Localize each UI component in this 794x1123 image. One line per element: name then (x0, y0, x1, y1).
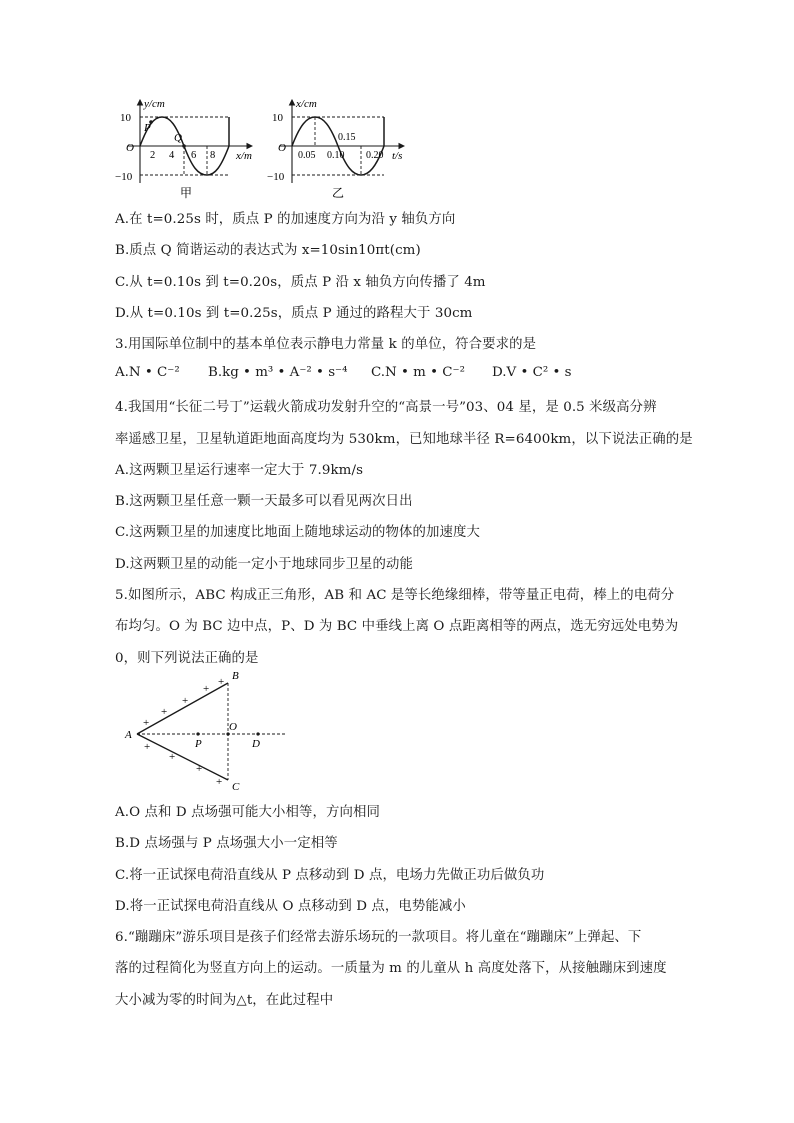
q6-stem-line3: 大小减为零的时间为△t，在此过程中 (115, 993, 334, 1008)
q5-option-a: A.O 点和 D 点场强可能大小相等，方向相同 (115, 805, 380, 820)
q3-option-b: B.kg • m³ • A⁻² • s⁻⁴ (208, 365, 348, 380)
rod-ac (137, 734, 228, 780)
q5-stem-line3: 0，则下列说法正确的是 (115, 651, 259, 666)
yi-x-label: t/s (392, 150, 403, 162)
label-o: O (229, 721, 237, 733)
yi-tick: 0.10 (327, 150, 345, 161)
triangle-figure (0, 668, 794, 798)
yi-tick: 0.15 (338, 132, 356, 143)
q5-option-b: B.D 点场强与 P 点场强大小一定相等 (115, 836, 338, 851)
yi-origin: O (278, 142, 286, 154)
q3-option-a: A.N • C⁻² (115, 365, 180, 380)
yi-tick: 0.05 (298, 150, 316, 161)
q2-option-d: D.从 t=0.10s 到 t=0.25s，质点 P 通过的路程大于 30cm (115, 306, 473, 321)
plus-charge: + (196, 763, 203, 775)
jia-point-q: Q (174, 132, 182, 144)
rod-ab (137, 683, 228, 734)
yi-y-bottom: −10 (267, 171, 285, 183)
q2-option-a: A.在 t=0.25s 时，质点 P 的加速度方向为沿 y 轴负方向 (115, 212, 456, 227)
q4-stem-line1: 4.我国用“长征二号丁”运载火箭成功发射升空的“高景一号”03、04 星，是 0.5 米级高分辨 (115, 400, 657, 415)
label-b: B (232, 670, 239, 682)
wave-figures (0, 0, 794, 210)
q2-option-c: C.从 t=0.10s 到 t=0.20s，质点 P 沿 x 轴负方向传播了 4m (115, 275, 486, 290)
q5-option-c: C.将一正试探电荷沿直线从 P 点移动到 D 点，电场力先做正功后做负功 (115, 868, 545, 883)
point-d-dot (256, 732, 259, 735)
q2-option-b: B.质点 Q 简谐运动的表达式为 x=10sin10πt(cm) (115, 243, 421, 258)
jia-tick: 2 (150, 150, 156, 161)
q5-option-d: D.将一正试探电荷沿直线从 O 点移动到 D 点，电势能减小 (115, 899, 466, 914)
plus-charge: + (218, 676, 225, 688)
jia-tick: 4 (169, 150, 175, 161)
plus-charge: + (161, 706, 168, 718)
graph-jia (115, 98, 252, 200)
point-p-dot (196, 732, 199, 735)
yi-y-top: 10 (272, 112, 283, 124)
q5-stem-line1: 5.如图所示，ABC 构成正三角形，AB 和 AC 是等长绝缘细棒，带等量正电荷，棒上的电荷分 (115, 588, 675, 603)
q5-stem-line2: 布均匀。O 为 BC 边中点，P、D 为 BC 中垂线上离 O 点距离相等的两点，选无穷远处电势为 (115, 619, 679, 634)
graph-yi (267, 98, 404, 200)
q4-option-b: B.这两颗卫星任意一颗一天最多可以看见两次日出 (115, 494, 413, 509)
jia-tick: 8 (210, 150, 216, 161)
caption-yi: 乙 (332, 186, 345, 200)
jia-origin: O (126, 142, 134, 154)
plus-charge: + (216, 776, 223, 788)
q3-option-c: C.N • m • C⁻² (371, 365, 465, 380)
yi-tick: 0.20 (366, 150, 384, 161)
plus-charge: + (144, 741, 151, 753)
plus-charge: + (143, 717, 150, 729)
caption-jia: 甲 (180, 186, 193, 200)
label-a: A (125, 729, 132, 741)
point-q-dot (182, 144, 186, 148)
label-c: C (232, 781, 240, 793)
jia-tick: 6 (191, 150, 197, 161)
plus-charge: + (203, 683, 210, 695)
label-d: D (252, 738, 260, 750)
plus-charge: + (182, 695, 189, 707)
jia-y-top: 10 (120, 112, 131, 124)
q6-stem-line1: 6.“蹦蹦床”游乐项目是孩子们经常去游乐场玩的一款项目。将儿童在“蹦蹦床”上弹起、下 (115, 930, 642, 945)
q3-option-d: D.V • C² • s (492, 365, 572, 380)
jia-x-label: x/m (236, 150, 252, 162)
jia-point-p: P (144, 122, 151, 134)
jia-y-label: y/cm (144, 98, 165, 110)
label-p: P (195, 738, 202, 750)
plus-charge: + (169, 751, 176, 763)
q3-stem: 3.用国际单位制中的基本单位表示静电力常量 k 的单位，符合要求的是 (115, 337, 537, 352)
yi-y-label: x/cm (296, 98, 317, 110)
q4-option-a: A.这两颗卫星运行速率一定大于 7.9km/s (115, 463, 364, 478)
q4-option-c: C.这两颗卫星的加速度比地面上随地球运动的物体的加速度大 (115, 525, 480, 540)
jia-y-bottom: −10 (115, 171, 133, 183)
q4-option-d: D.这两颗卫星的动能一定小于地球同步卫星的动能 (115, 557, 414, 572)
q6-stem-line2: 落的过程简化为竖直方向上的运动。一质量为 m 的儿童从 h 高度处落下，从接触蹦床到速度 (115, 961, 667, 976)
q4-stem-line2: 率遥感卫星，卫星轨道距地面高度均为 530km，已知地球半径 R=6400km，以下说法正确的是 (115, 432, 693, 447)
